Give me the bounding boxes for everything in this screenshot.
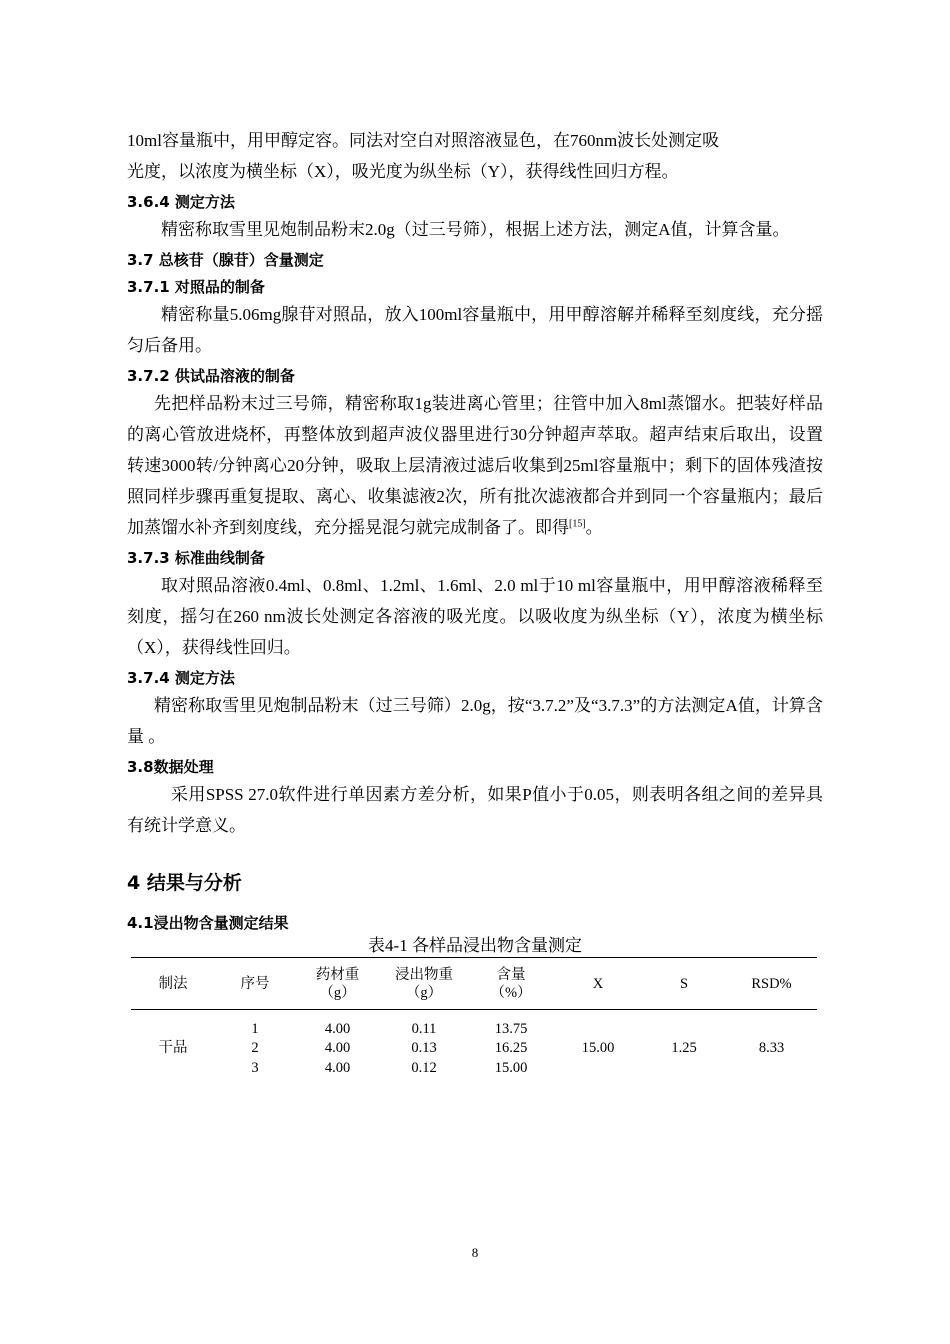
cell-herb: 4.00 <box>324 1020 351 1037</box>
cell-no: 1 <box>251 1020 259 1037</box>
sample-prep-text: 先把样品粉末过三号筛，精密称取1g装进离心管里；往管中加入8ml蒸馏水。把装好样品的离心管放进烧杯，再整体放到超声波仪器里进行30分钟超声萃取。超声结束后取出，设置转速3000转/分钟离心20分钟，吸取上层清液过滤后收集到25ml容量瓶中；剩下的固体残渣按照同样步骤再重复提取、离心、收集滤液2次，所有批次滤液都合并到同一个容量瓶内；最后加蒸馏水补齐到刻度线，充分摇晃混匀就完成制备了。即得 <box>127 394 823 537</box>
heading-3-7-2: 3.7.2 供试品溶液的制备 <box>127 367 295 385</box>
cell-no: 2 <box>251 1040 259 1056</box>
paragraph-1-line-1: 10ml容量瓶中，用甲醇定容。同法对空白对照溶液显色，在760nm波长处测定吸 <box>127 131 720 150</box>
header-s: S <box>679 975 689 992</box>
paragraph-data-processing: 采用SPSS 27.0软件进行单因素方差分析，如果P值小于0.05，则表明各组之间的差异具有统计学意义。 <box>127 785 823 835</box>
table-caption: 表4-1 各样品浸出物含量测定 <box>368 936 582 955</box>
heading-3-7-3: 3.7.3 标准曲线制备 <box>127 549 265 567</box>
heading-4-1: 4.1浸出物含量测定结果 <box>127 914 289 932</box>
heading-3-8: 3.8数据处理 <box>127 758 214 776</box>
heading-3-6-4: 3.6.4 测定方法 <box>127 193 235 211</box>
paragraph-1-line-2: 光度，以浓度为横坐标（X），吸光度为纵坐标（Y），获得线性回归方程。 <box>127 162 679 181</box>
heading-3-7-1: 3.7.1 对照品的制备 <box>127 278 265 296</box>
heading-3-7-4: 3.7.4 测定方法 <box>127 669 235 687</box>
header-extract-weight: 浸出物重 （g） <box>395 966 453 1001</box>
heading-3-7: 3.7 总核苷（腺苷）含量测定 <box>127 251 324 269</box>
cell-herb: 4.00 <box>324 1040 351 1056</box>
header-x: X <box>592 975 604 992</box>
document-page <box>127 0 823 1078</box>
table-row <box>131 1020 817 1040</box>
header-method: 制法 <box>158 975 188 992</box>
cell-s: 1.25 <box>671 1040 697 1056</box>
cell-rsd: 8.33 <box>758 1040 785 1056</box>
cell-extract: 0.11 <box>411 1020 437 1037</box>
cell-content: 16.25 <box>494 1040 528 1056</box>
sample-prep-end: 。 <box>585 518 603 537</box>
paragraph-standard-curve: 取对照品溶液0.4ml、0.8ml、1.2ml、1.6ml、2.0 ml于10 ml容量瓶中，用甲醇溶液稀释至刻度，摇匀在260 nm波长处测定各溶液的吸光度。以吸收度为纵坐标（Y），浓度为横坐标（X），获得线性回归。 <box>127 576 823 657</box>
paragraph-reference-prep: 精密称量5.06mg腺苷对照品，放入100ml容量瓶中，用甲醇溶解并稀释至刻度线，充分摇匀后备用。 <box>127 305 823 355</box>
page-number: 8 <box>471 1245 479 1260</box>
cell-no: 3 <box>251 1059 259 1076</box>
header-seq: 序号 <box>240 975 270 992</box>
cell-herb: 4.00 <box>324 1059 351 1076</box>
cell-method: 干品 <box>158 1040 188 1056</box>
header-content: 含量 （%） <box>490 966 532 1001</box>
header-herb-weight: 药材重 （g） <box>315 966 360 1001</box>
header-rsd: RSD% <box>751 975 792 992</box>
cell-extract: 0.13 <box>411 1040 437 1056</box>
citation-ref: [15] <box>569 518 586 530</box>
paragraph-measure-method: 精密称取雪里见炮制品粉末2.0g（过三号筛），根据上述方法，测定A值，计算含量。 <box>161 220 790 239</box>
cell-x: 15.00 <box>581 1040 615 1056</box>
heading-4: 4 结果与分析 <box>127 872 242 894</box>
cell-extract: 0.12 <box>411 1059 437 1076</box>
extract-content-table <box>131 957 817 1078</box>
paragraph-sample-prep <box>127 388 823 543</box>
cell-content: 15.00 <box>494 1059 528 1076</box>
table-header-row <box>131 958 817 1010</box>
cell-content: 13.75 <box>494 1020 528 1037</box>
paragraph-measure-method-2: 精密称取雪里见炮制品粉末（过三号筛）2.0g，按“3.7.2”及“3.7.3”的方法测定A值，计算含量 。 <box>127 696 823 746</box>
